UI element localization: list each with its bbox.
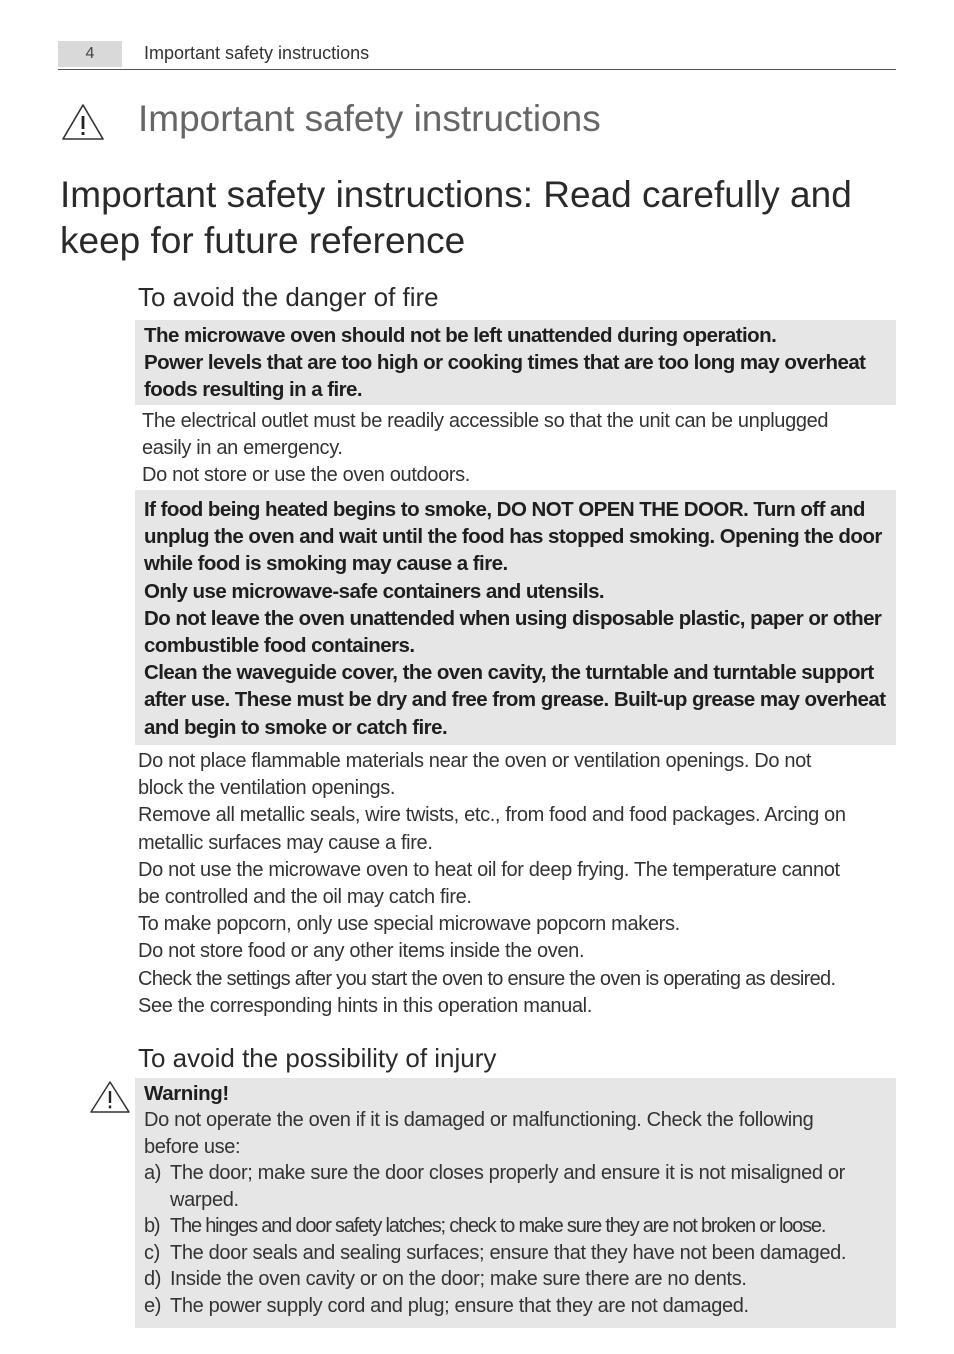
fire-notes-2	[138, 748, 898, 1020]
fire-notes-1	[142, 408, 902, 490]
check-list-text: The door; make sure the door closes properly and ensure it is not misaligned or	[170, 1162, 845, 1184]
note-line: Do not place flammable materials near the oven or ventilation openings. Do not	[138, 750, 812, 772]
warning-text-line: before use:	[144, 1135, 241, 1158]
caution-line: and begin to smoke or catch fire.	[144, 715, 448, 739]
caution-line: Power levels that are too high or cooking times that are too long may overheat	[144, 351, 866, 375]
check-list-label: b)	[144, 1215, 160, 1237]
note-line: To make popcorn, only use special microwave popcorn makers.	[138, 913, 680, 936]
caution-line: Do not leave the oven unattended when using disposable plastic, paper or other	[144, 606, 882, 630]
note-line: Do not store food or any other items inside the oven.	[138, 940, 585, 963]
note-line: block the ventilation openings.	[138, 777, 396, 800]
check-list-text: The hinges and door safety latches; check to make sure they are not broken or loose.	[170, 1215, 826, 1237]
note-line: See the corresponding hints in this operation manual.	[138, 994, 592, 1017]
note-line: Check the settings after you start the oven to ensure the oven is operating as desired.	[138, 967, 836, 990]
note-line: Remove all metallic seals, wire twists, etc., from food and food packages. Arcing on	[138, 804, 846, 827]
caution-line: Only use microwave-safe containers and utensils.	[144, 579, 605, 603]
check-list-item	[144, 1266, 896, 1293]
note-line: metallic surfaces may cause a fire.	[138, 831, 433, 854]
check-list-item	[144, 1160, 896, 1213]
page-number: 4	[58, 41, 122, 67]
caution-line: Clean the waveguide cover, the oven cavity, the turntable and turntable support	[144, 661, 874, 685]
warning-triangle-icon	[88, 1079, 132, 1115]
caution-line: while food is smoking may cause a fire.	[144, 552, 508, 576]
running-title: Important safety instructions	[144, 43, 370, 63]
main-heading-line1: Important safety instructions: Read carefully and	[60, 174, 852, 215]
caution-line: after use. These must be dry and free from grease. Built-up grease may overheat	[144, 688, 886, 712]
chapter-title: Important safety instructions	[138, 98, 601, 139]
warning-title: Warning!	[144, 1082, 229, 1105]
check-list-text: warped.	[170, 1188, 239, 1211]
check-list-item	[144, 1293, 896, 1320]
note-line: easily in an emergency.	[142, 437, 343, 460]
fire-caution-box-2	[135, 490, 896, 745]
check-list-item	[144, 1240, 896, 1267]
fire-caution-box-1	[135, 320, 896, 405]
fire-section-heading: To avoid the danger of fire	[138, 282, 439, 312]
check-list-item	[144, 1213, 896, 1240]
check-list-label: a)	[144, 1162, 162, 1184]
caution-line: If food being heated begins to smoke, DO NOT OPEN THE DOOR. Turn off and	[144, 498, 865, 521]
injury-section-heading: To avoid the possibility of injury	[138, 1043, 497, 1073]
note-line: Do not use the microwave oven to heat oil for deep frying. The temperature cannot	[138, 858, 840, 881]
caution-line: combustible food containers.	[144, 634, 415, 658]
warning-text-line: Do not operate the oven if it is damaged or malfunctioning. Check the following	[144, 1109, 814, 1131]
main-heading-line2: keep for future reference	[60, 220, 466, 261]
check-list-label: e)	[144, 1294, 162, 1317]
check-list-label: c)	[144, 1241, 160, 1264]
check-list-label: d)	[144, 1268, 162, 1290]
check-list-text: Inside the oven cavity or on the door; make sure there are no dents.	[170, 1268, 747, 1290]
chapter-heading	[60, 96, 896, 144]
caution-line: unplug the oven and wait until the food has stopped smoking. Opening the door	[144, 525, 882, 549]
check-list-text: The power supply cord and plug; ensure that they are not damaged.	[170, 1294, 749, 1317]
note-line: be controlled and the oil may catch fire.	[138, 886, 472, 909]
note-line: Do not store or use the oven outdoors.	[142, 464, 471, 487]
warning-triangle-icon	[60, 102, 106, 142]
main-heading	[60, 172, 910, 264]
caution-line: foods resulting in a fire.	[144, 378, 363, 402]
check-list-text: The door seals and sealing surfaces; ensure that they have not been damaged.	[170, 1241, 847, 1264]
running-header	[58, 41, 896, 70]
caution-line: The microwave oven should not be left unattended during operation.	[144, 324, 777, 347]
note-line: The electrical outlet must be readily accessible so that the unit can be unplugged	[142, 410, 829, 432]
injury-warning-box	[135, 1078, 896, 1328]
